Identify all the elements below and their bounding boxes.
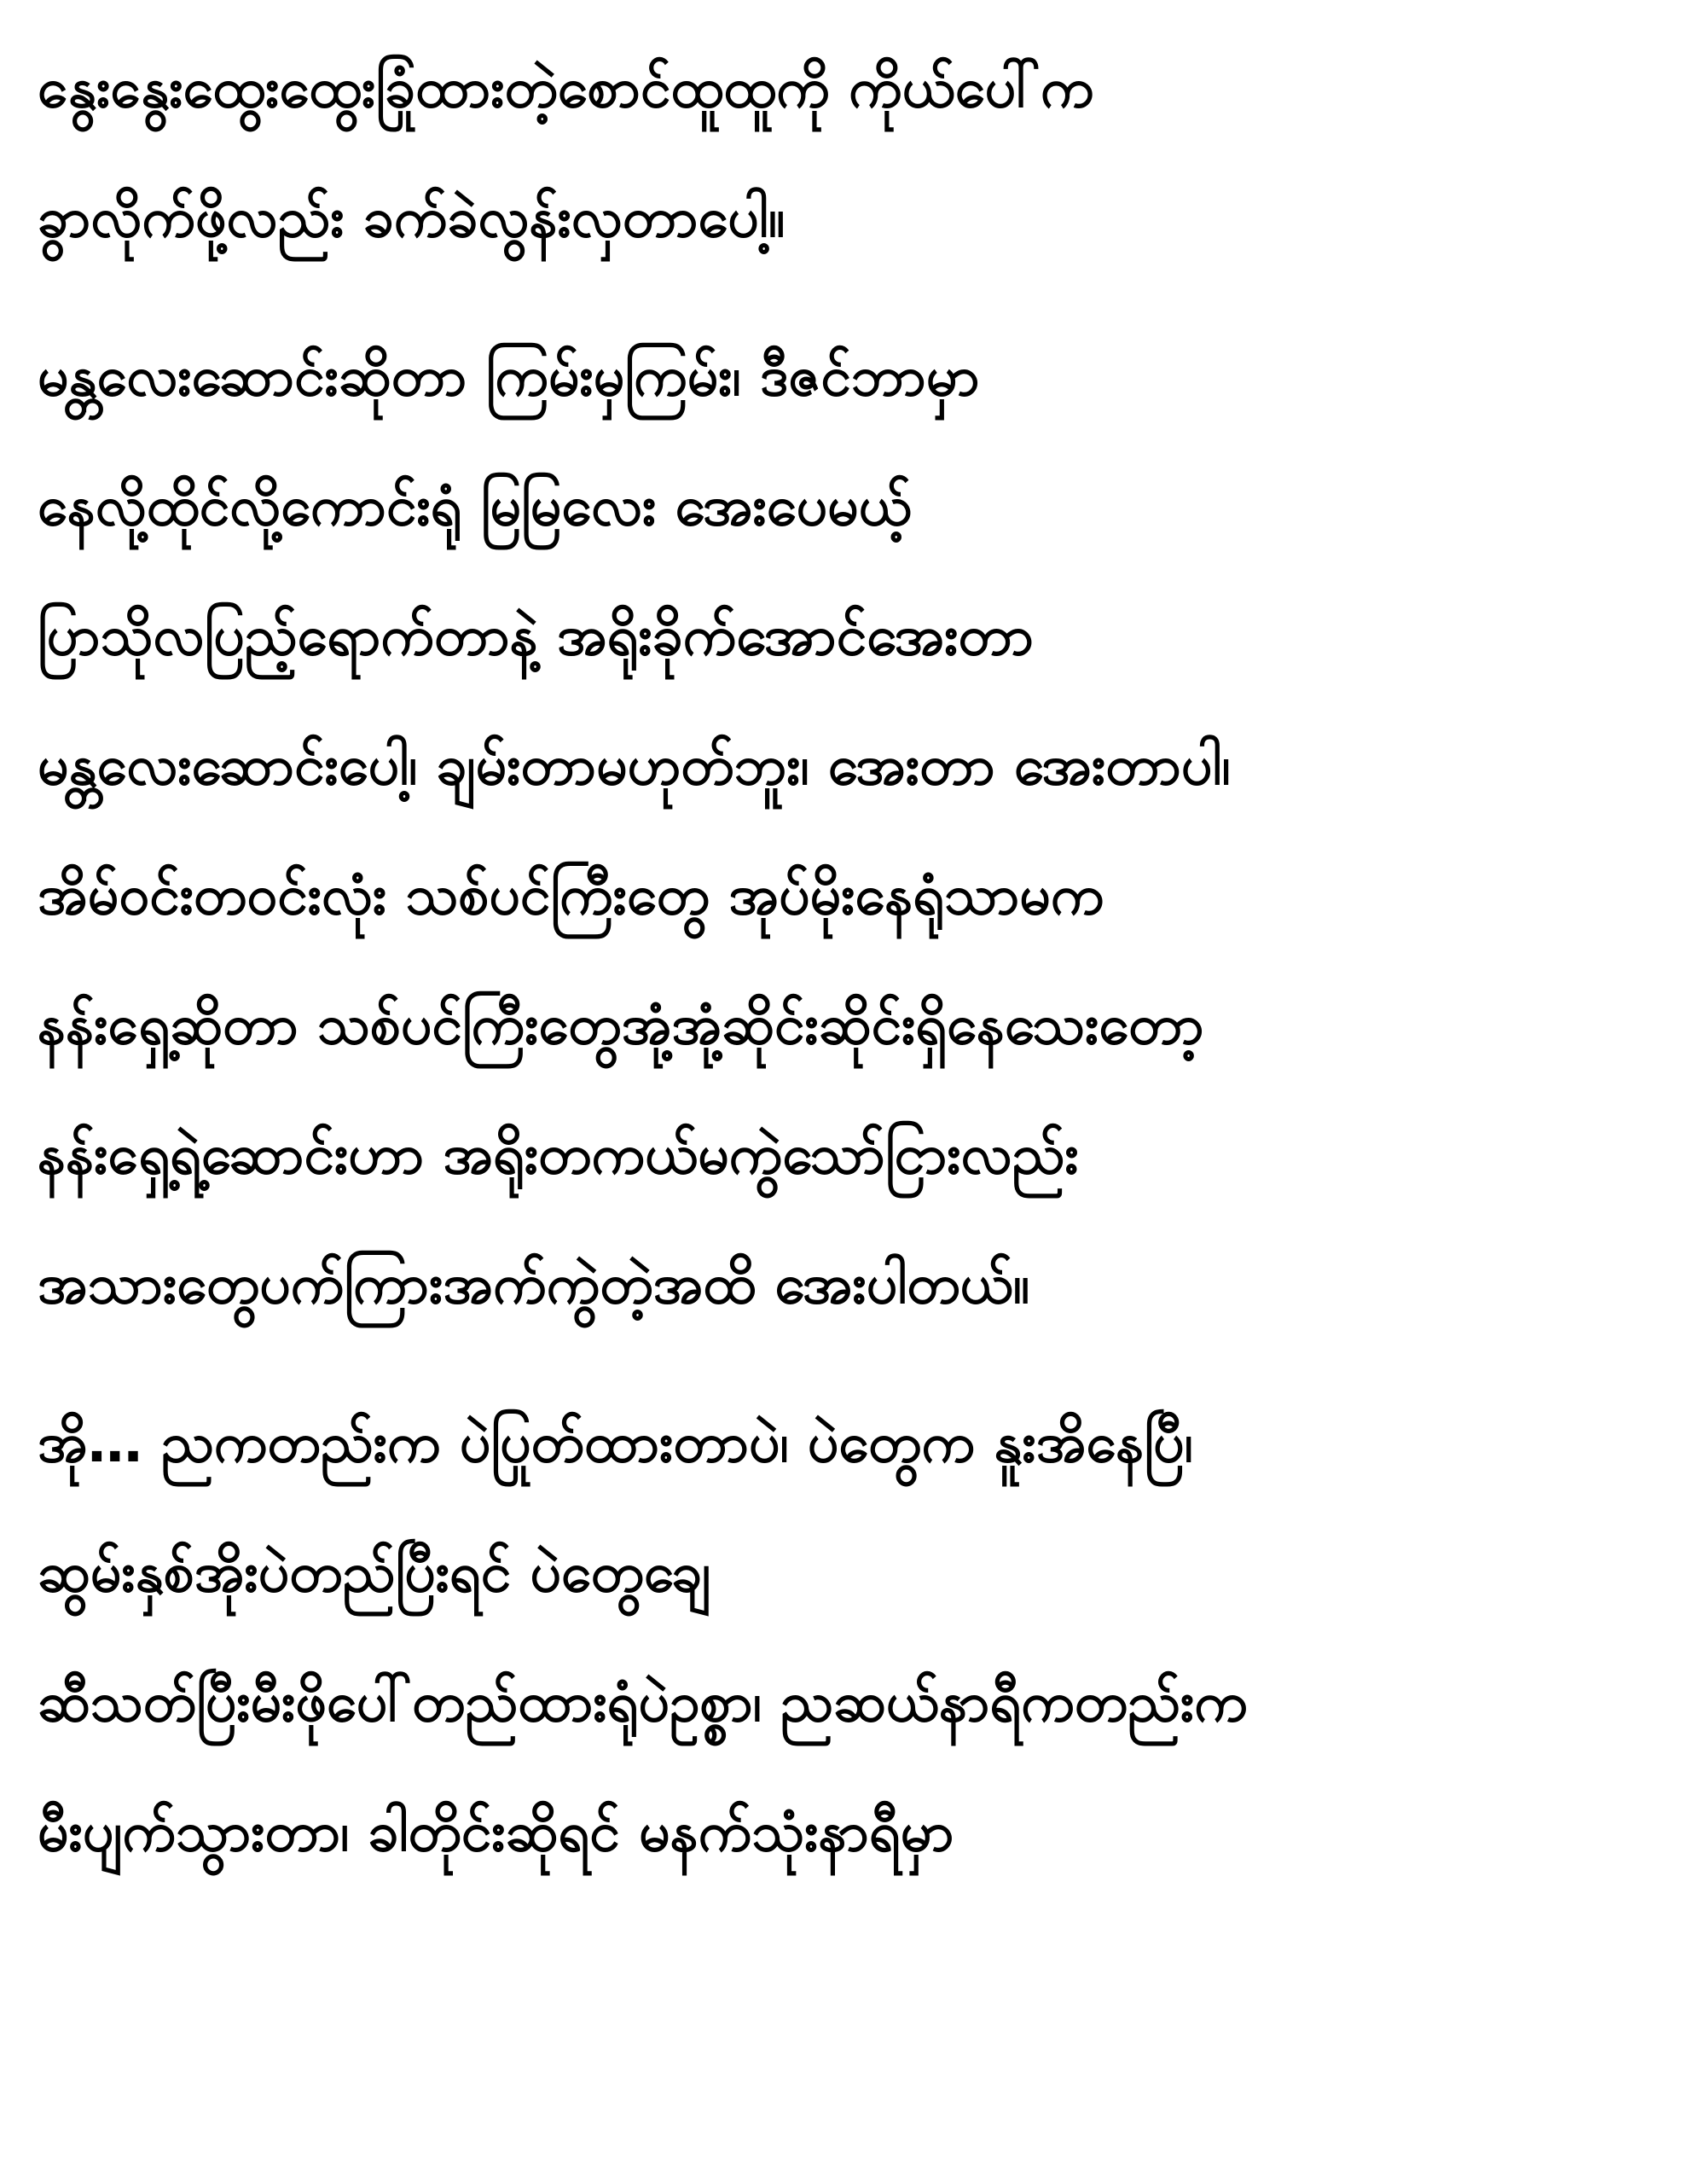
text-line: မန္တလေးဆောင်းပေါ့၊ ချမ်းတာမဟုတ်ဘူး၊ အေးတာ အေးတာပါ၊ [38, 735, 1231, 798]
text-line: နန်းရှေ့ဆိုတာ သစ်ပင်ကြီးတွေအုံ့အုံ့ဆိုင်းဆိုင်းရှိနေသေးတော့ [38, 994, 1204, 1057]
text-line: မန္တလေးဆောင်းဆိုတာ ကြမ်းမှကြမ်း၊ ဒီဇင်ဘာမှာ [38, 346, 980, 409]
paragraph-3 [38, 1379, 1649, 1897]
text-line: နွေးနွေးထွေးထွေးခြုံထားတဲ့စောင်ထူထူကို ကိုယ်ပေါ်က [38, 57, 1094, 120]
text-line: အသားတွေပက်ကြားအက်ကွဲတဲ့အထိ အေးပါတယ်။ [38, 1253, 1030, 1316]
text-line: ပြာသိုလပြည့်ရောက်တာနဲ့ အရိုးခိုက်အောင်အေးတာ [38, 605, 1035, 668]
text-line: ခွာလိုက်ဖို့လည်း ခက်ခဲလွန်းလှတာပေါ့။ [38, 187, 786, 250]
text-line: ဆွမ်းနှစ်အိုးပဲတည်ပြီးရင် ပဲတွေချေ [38, 1542, 711, 1605]
text-line: အို… ညကတည်းက ပဲပြုတ်ထားတာပဲ၊ ပဲတွေက နူးအိနေပြီ၊ [38, 1412, 1193, 1475]
text-line: အိမ်ဝင်းတဝင်းလုံး သစ်ပင်ကြီးတွေ အုပ်မိုးနေရုံသာမက [38, 864, 1104, 927]
text-line: နန်းရှေ့ရဲ့ဆောင်းဟာ အရိုးတကယ်မကွဲသော်ငြားလည်း [38, 1124, 1079, 1187]
paragraph-1 [38, 24, 1649, 283]
text-line: ဆီသတ်ပြီးမီးဖိုပေါ်တည်ထားရုံပဲဥစ္စာ၊ ညဆယ်နာရီကတည်းက [38, 1671, 1248, 1734]
paragraph-2 [38, 312, 1649, 1350]
text-line: မီးပျက်သွားတာ၊ ခါတိုင်းဆိုရင် မနက်သုံးနာရီမှာ [38, 1801, 954, 1864]
text-line: နေလို့ထိုင်လို့ကောင်းရုံ မြမြလေး အေးပေမယ့် [38, 475, 912, 538]
